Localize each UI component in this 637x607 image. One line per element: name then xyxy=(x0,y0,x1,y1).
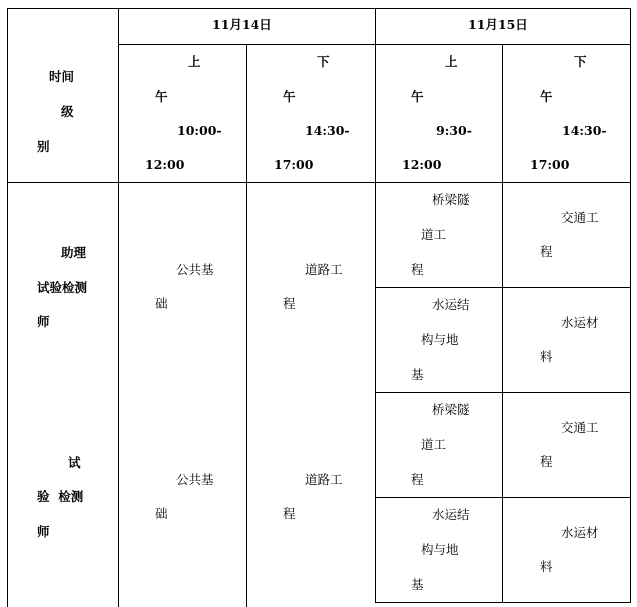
level-1-road-line2: 程 xyxy=(283,296,296,311)
level-1-traffic-line1: 交通工 xyxy=(561,210,599,225)
border-right xyxy=(630,8,631,603)
level-2-common-line1: 公共基 xyxy=(176,472,214,487)
divider-col-2 xyxy=(246,44,247,607)
session-3-line2: 午 xyxy=(411,89,424,104)
level-1-bridge-line1: 桥梁隧 xyxy=(432,192,470,207)
level-2-material-line2: 料 xyxy=(540,559,553,574)
session-2-line3: 14:30- xyxy=(305,123,350,138)
level-1-material-line1: 水运材 xyxy=(561,315,599,330)
level-1-label-line3: 师 xyxy=(37,314,50,329)
corner-line3: 别 xyxy=(37,139,50,154)
divider-date-row xyxy=(118,44,630,45)
level-1-road-line1: 道路工 xyxy=(305,262,343,277)
level-2-road-line2: 程 xyxy=(283,506,296,521)
session-3-line1: 上 xyxy=(445,54,458,69)
session-1-line1: 上 xyxy=(188,54,201,69)
level-1-label-line1: 助理 xyxy=(61,245,87,260)
session-4-line4: 17:00 xyxy=(530,157,570,172)
level-2-bridge-line3: 程 xyxy=(411,472,424,487)
level-1-traffic-line2: 程 xyxy=(540,244,553,259)
session-4-line1: 下 xyxy=(574,54,587,69)
corner-line1: 时间 xyxy=(49,69,75,84)
level-1-water-line3: 基 xyxy=(411,367,424,382)
session-3-line4: 12:00 xyxy=(402,157,442,172)
level-2-water-line3: 基 xyxy=(411,577,424,592)
level-1-label-line2: 试验检测 xyxy=(37,280,88,295)
level-2-label-line2: 验 检测 xyxy=(37,489,84,504)
session-2-line1: 下 xyxy=(317,54,330,69)
level-1-material-line2: 料 xyxy=(540,349,553,364)
level-2-water-line1: 水运结 xyxy=(432,507,470,522)
level-2-label-line3: 师 xyxy=(37,524,50,539)
divider-col-3 xyxy=(375,8,376,603)
border-top xyxy=(7,8,630,9)
level-1-common-line2: 础 xyxy=(155,296,168,311)
level-2-bridge-line2: 道工 xyxy=(421,437,447,452)
level-2-common-line2: 础 xyxy=(155,506,168,521)
day-header-1: 11月14日 xyxy=(212,17,272,32)
session-2-line4: 17:00 xyxy=(274,157,314,172)
session-1-line4: 12:00 xyxy=(145,157,185,172)
level-2-traffic-line1: 交通工 xyxy=(561,420,599,435)
session-4-line2: 午 xyxy=(540,89,553,104)
level-2-water-line2: 构与地 xyxy=(421,542,459,557)
level-1-water-line2: 构与地 xyxy=(421,332,459,347)
session-2-line2: 午 xyxy=(283,89,296,104)
level-2-bridge-line1: 桥梁隧 xyxy=(432,402,470,417)
level-2-road-line1: 道路工 xyxy=(305,472,343,487)
level-1-water-line1: 水运结 xyxy=(432,297,470,312)
level-1-bridge-line2: 道工 xyxy=(421,227,447,242)
level-1-common-line1: 公共基 xyxy=(176,262,214,277)
border-left xyxy=(7,8,8,607)
divider-header xyxy=(7,182,630,183)
session-4-line3: 14:30- xyxy=(562,123,607,138)
day-header-2: 11月15日 xyxy=(468,17,528,32)
session-3-line3: 9:30- xyxy=(436,123,472,138)
session-1-line2: 午 xyxy=(155,89,168,104)
level-2-label-line1: 试 xyxy=(68,455,81,470)
corner-line2: 级 xyxy=(61,104,74,119)
session-1-line3: 10:00- xyxy=(177,123,222,138)
level-1-bridge-line3: 程 xyxy=(411,262,424,277)
divider-col-1 xyxy=(118,8,119,607)
level-2-traffic-line2: 程 xyxy=(540,454,553,469)
divider-col-4 xyxy=(502,44,503,603)
level-2-material-line1: 水运材 xyxy=(561,525,599,540)
